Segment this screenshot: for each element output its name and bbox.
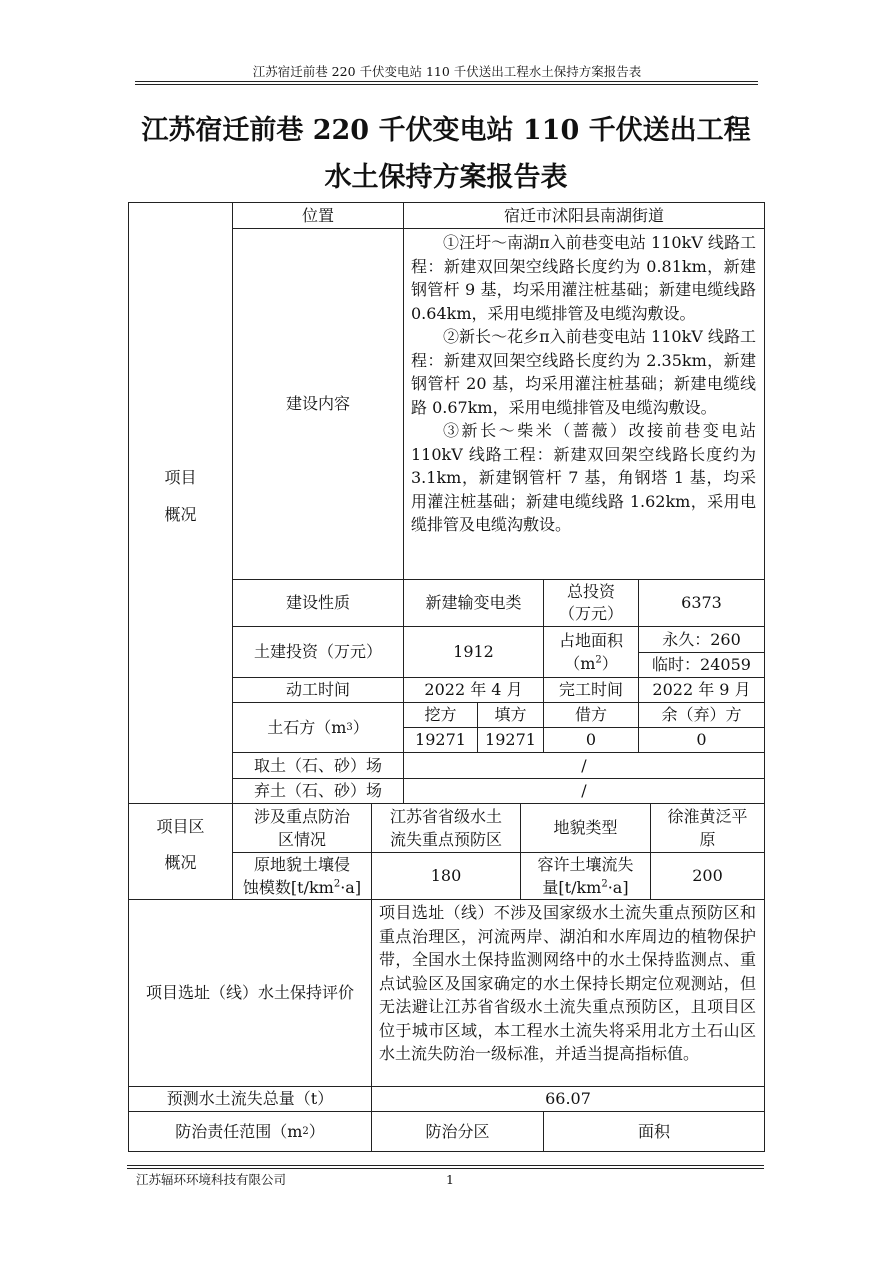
content-text: [411, 231, 756, 537]
footer-rule: [127, 1168, 764, 1169]
earthwork-value-cut: 19271: [415, 730, 466, 750]
earthwork-value-fill: 19271: [485, 730, 536, 750]
spoil-site-value: /: [581, 781, 587, 801]
earthwork-value-borrow: 0: [585, 730, 597, 750]
content-label: 建设内容: [285, 394, 350, 414]
area-permanent: 永久：260: [662, 629, 741, 649]
start-label: 动工时间: [285, 680, 350, 700]
civil-invest-value: 1912: [453, 642, 494, 662]
footer-rule-thin: [127, 1165, 764, 1166]
nature-label: 建设性质: [285, 593, 350, 613]
landform-label: 地貌类型: [553, 818, 618, 838]
footer-company: 江苏辐环环境科技有限公司: [136, 1172, 287, 1187]
borrow-site-label: 取土（石、砂）场: [253, 755, 382, 775]
earthwork-header-borrow: 借方: [574, 705, 607, 725]
predicted-loss-label: 预测水土流失总量（t）: [166, 1089, 334, 1109]
earthwork-label: 土石方（m 3 ）: [267, 717, 369, 737]
responsibility-area-header: 面积: [637, 1121, 670, 1141]
earthwork-header-fill: 填方: [494, 705, 527, 725]
project-overview-label-1: 项目: [164, 468, 197, 488]
area-overview-label-2: 概况: [164, 853, 197, 873]
area-overview-label-1: 项目区: [156, 817, 205, 837]
civil-invest-label: 土建投资（万元）: [253, 642, 382, 662]
spoil-site-label: 弃土（石、砂）场: [253, 781, 382, 801]
allowable-value: 200: [692, 866, 723, 886]
predicted-loss-value: 66.07: [545, 1089, 591, 1109]
end-label: 完工时间: [558, 680, 623, 700]
erosion-value: 180: [430, 866, 462, 886]
responsibility-label: 防治责任范围（m 2 ）: [175, 1121, 325, 1141]
page-number: 1: [446, 1172, 454, 1187]
total-invest-value: 6373: [681, 593, 722, 613]
landform-value: 徐淮黄泛平 原: [667, 806, 748, 849]
area-label-line1: 占地面积: [558, 631, 623, 650]
document-title-line1: 江苏宿迁前巷 220 千伏变电站 110 千伏送出工程: [141, 115, 751, 146]
area-label-line2: $(m^2)$: [564, 654, 618, 673]
responsibility-zone-header: 防治分区: [425, 1121, 490, 1141]
earthwork-header-spoil: 余（弃）方: [661, 705, 742, 725]
borrow-site-value: /: [581, 755, 587, 775]
running-header: 江苏宿迁前巷 220 千伏变电站 110 千伏送出工程水土保持方案报告表: [252, 64, 642, 79]
project-overview-label-2: 概况: [164, 505, 197, 525]
area-label: [544, 627, 638, 677]
area-temporary: 临时：24059: [652, 655, 751, 675]
site-evaluation-text: 项目选址（线）不涉及国家级水土流失重点预防区和重点治理区，河流两岸、湖泊和水库周边的植物保护带，全国水土保持监测网络中的水土保持监测点、重点试验区及国家确定的水土保持长期定位观测站，但无法避让江苏省省级水土流失重点预防区，且项目区位于城市区域，本工程水土流失将采用北方土石山区水土流失防治一级标准，并适当提高指标值。: [379, 903, 756, 1063]
document-title-line2: 水土保持方案报告表: [324, 162, 568, 193]
total-invest-label: [544, 580, 638, 626]
erosion-label: 原地貌土壤侵 蚀模数$[t/km^2\cdot a]$: [242, 854, 362, 897]
nature-value: 新建输变电类: [425, 593, 522, 613]
site-evaluation-label: 项目选址（线）水土保持评价: [145, 983, 354, 1003]
prevention-value: 江苏省省级水土 流失重点预防区: [389, 806, 502, 849]
content-paragraph-2: ②新长～花乡π入前巷变电站 110kV 线路工程：新建双回架空线路长度约为 2.35km，新建钢管杆 20 基，均采用灌注桩基础；新建电缆线路 0.67km，采用电缆排管及电缆沟敷设。: [411, 327, 756, 417]
location-value: 宿迁市沭阳县南湖街道: [503, 205, 664, 225]
end-value: 2022 年 9 月: [652, 680, 751, 700]
start-value: 2022 年 4 月: [424, 680, 523, 700]
content-paragraph-1: ①汪圩～南湖π入前巷变电站 110kV 线路工程：新建双回架空线路长度约为 0.81km，新建钢管杆 9 基，均采用灌注桩基础；新建电缆线路 0.64km，采用电缆排管及电缆沟敷设。: [411, 233, 756, 323]
content-paragraph-3: ③新长～柴米（蔷薇）改接前巷变电站 110kV 线路工程：新建双回架空线路长度约为 3.1km，新建钢管杆 7 基，角钢塔 1 基，均采用灌注桩基础；新建电缆线路 1.62km，采用电缆排管及电缆沟敷设。: [411, 421, 756, 534]
earthwork-value-spoil: 0: [696, 730, 707, 750]
total-invest-label-line1: 总投资: [566, 582, 615, 601]
total-invest-label-line2: （万元）: [558, 604, 623, 623]
allowable-label: 容许土壤流失 量$[t/km^2\cdot a]$: [537, 854, 634, 897]
location-label: 位置: [301, 205, 334, 225]
prevention-label: 涉及重点防治 区情况: [253, 806, 350, 849]
earthwork-header-cut: 挖方: [424, 705, 457, 725]
